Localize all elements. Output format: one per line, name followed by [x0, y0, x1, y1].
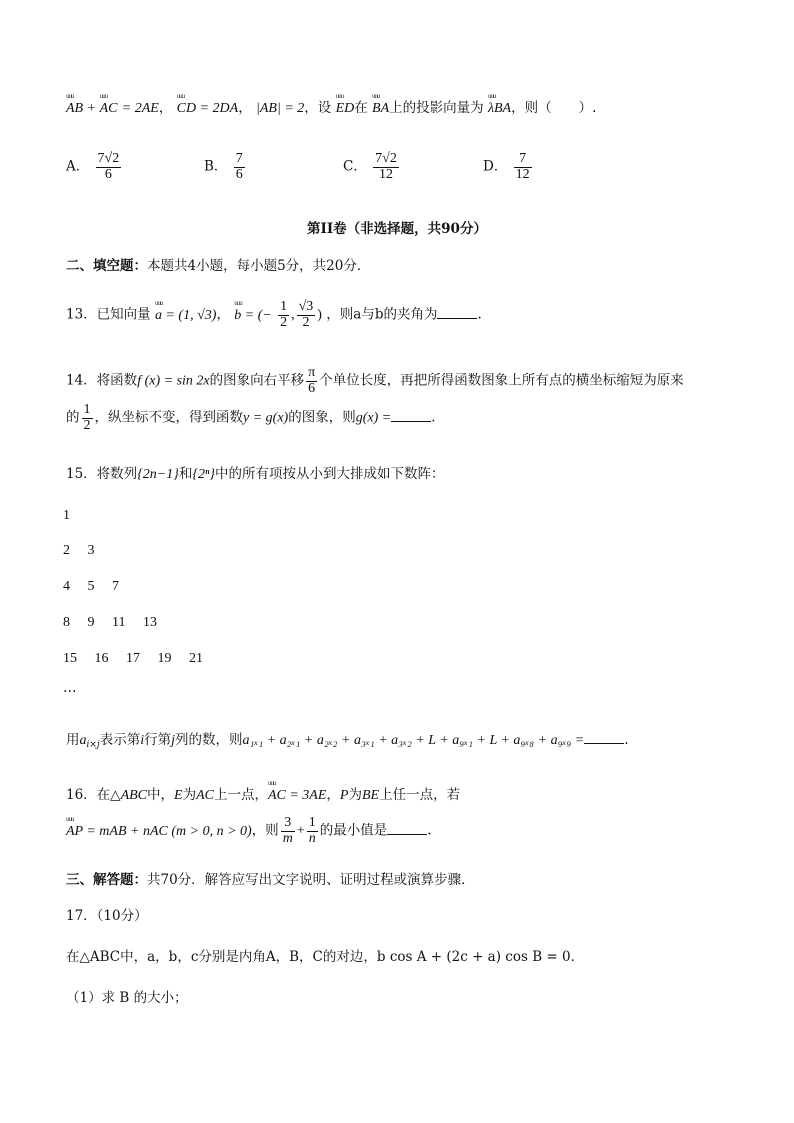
fraction: $\frac{3}{m}$ — [282, 815, 293, 846]
question-15: 15．将数列{2n−1}和{2ⁿ}中的所有项按从小到大排成如下数阵： — [66, 466, 445, 482]
question-17-title: 17．（10分） — [66, 908, 148, 924]
vector-equation: uuu AC = 3AE — [268, 788, 326, 804]
array-ellipsis: … — [63, 680, 77, 696]
option-fraction: $\frac{7√2}{12}$ — [375, 151, 397, 182]
option-label: A． — [66, 158, 90, 175]
fraction: $\frac{√3}{2}$ — [298, 299, 314, 330]
section2-heading: 二、填空题：本题共4小题，每小题5分，共20分． — [66, 258, 371, 274]
equation-cd-2da: uuu CD = 2DA — [177, 101, 239, 117]
question-17-part1: （1）求 B 的大小； — [66, 990, 188, 1006]
vector-b-def: uuu b = (− — [234, 308, 272, 324]
fraction: $\frac{1}{2}$ — [83, 402, 91, 433]
question-16-line1: 16．在△ABC中，E为AC上一点，uuu AC = 3AE，P为BE上任一点，若 — [66, 783, 460, 804]
text-set: ，设 — [304, 100, 332, 116]
part2-title: 第II卷（非选择题，共90分） — [307, 221, 487, 237]
option-d — [483, 152, 534, 182]
answer-blank — [387, 822, 427, 835]
fraction: $\frac{\pi}{6}$ — [308, 365, 316, 396]
question-17-text: 在△ABC中，a，b，c分别是内角A，B，C的对边，b cos A + (2c + a) cos B = 0． — [66, 949, 585, 965]
fraction: $\frac{1}{2}$ — [280, 299, 288, 330]
text-projection: 上的投影向量为 — [389, 100, 484, 116]
answer-blank — [391, 409, 431, 422]
option-c — [343, 152, 401, 182]
equation-abs-ab: |AB| = 2 — [256, 101, 305, 116]
option-a — [66, 152, 123, 182]
vector-a-def: uuu a = (1, √3) — [155, 308, 216, 324]
section3-heading: 三、解答题：共70分．解答应写出文字说明、证明过程或演算步骤． — [66, 872, 475, 888]
vector-ed: uuu ED — [336, 101, 355, 117]
option-b — [204, 152, 247, 182]
answer-blank — [584, 731, 624, 744]
option-label: D． — [483, 158, 508, 175]
array-row-4: 8 9 11 13 — [63, 615, 157, 630]
top-line — [66, 96, 596, 117]
question-14-line1: 14．将函数f (x) = sin 2x的图象向右平移 $\frac{\pi}{6}$ 个单位长度，再把所得函数图象上所有点的横坐标缩短为原来 — [66, 365, 684, 396]
array-row-1: 1 — [63, 508, 70, 523]
option-fraction: $\frac{7√2}{6}$ — [97, 151, 120, 182]
separator: ， — [238, 100, 252, 116]
text-then: ，则（ ）. — [511, 100, 597, 116]
vector-ab: uuu AB — [66, 101, 83, 117]
array-row-2: 2 3 — [63, 543, 95, 558]
equation-2ae: = 2AE — [121, 101, 159, 116]
text-in: 在 — [354, 100, 368, 116]
array-row-5: 15 16 17 19 21 — [63, 651, 203, 666]
option-fraction: $\frac{7}{6}$ — [235, 151, 243, 182]
option-label: C． — [343, 158, 367, 175]
answer-blank — [437, 306, 477, 319]
question-15-line2: 用$a_{i\times j}$表示第i行第j列的数，则a₁ₓ₁ + a₂ₓ₁ + a₂ₓ₂ + a₃ₓ₁ + a₃ₓ₂ + L + a₉ₓ₁ + L + a₉ₓ₈ + a₉ₓ₉ = . — [66, 732, 629, 750]
vector-equation: uuu AP = mAB + nAC (m > 0, n > 0) — [66, 824, 252, 840]
plus-sign: + — [87, 101, 96, 116]
question-16-line2: uuu AP = mAB + nAC (m > 0, n > 0)，则 $\frac{3}{m}$ + $\frac{1}{n}$ 的最小值是 . — [66, 816, 432, 846]
array-row-3: 4 5 7 — [63, 579, 119, 594]
option-label: B． — [204, 158, 228, 175]
fraction: $\frac{1}{n}$ — [308, 815, 316, 846]
option-fraction: $\frac{7}{12}$ — [515, 151, 530, 182]
lambda-ba: uuu λBA — [488, 101, 511, 117]
vector-ac: uuu AC — [100, 101, 118, 117]
separator: ， — [158, 100, 173, 116]
question-14-line2: 的 $\frac{1}{2}$ ，纵坐标不变，得到函数y = g(x)的图象，则g(x) = . — [66, 402, 436, 433]
question-13: 13．已知向量 uuu a = (1, √3)， uuu b = (− $\frac{1}{2}$ , $\frac{√3}{2}$ ) ，则a与b的夹角为 . — [66, 300, 482, 330]
vector-ba: uuu BA — [372, 101, 389, 117]
